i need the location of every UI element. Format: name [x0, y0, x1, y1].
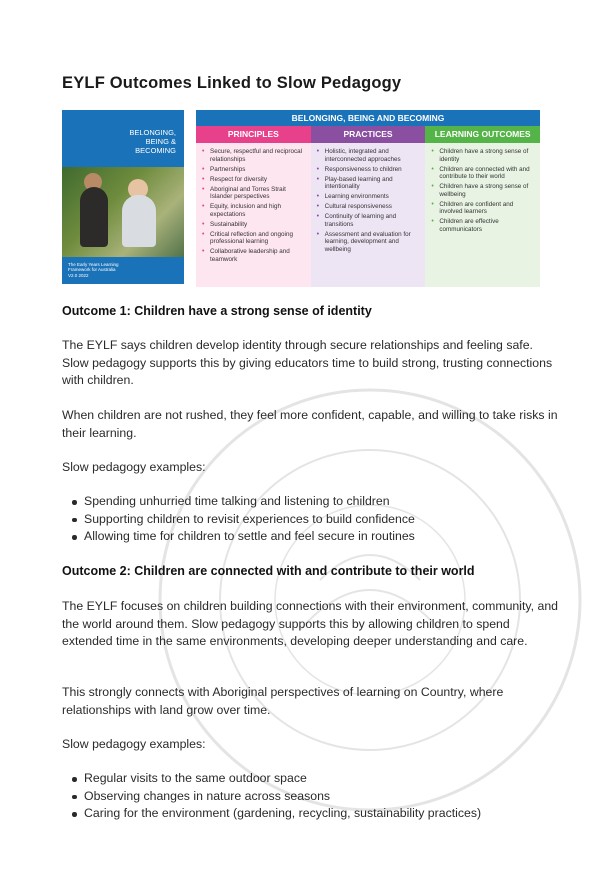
list-item: • Partnerships: [210, 166, 307, 174]
list-item: • Learning environments: [325, 193, 422, 201]
list-item: • Sustainability: [210, 221, 307, 229]
outcome-2-examples: [62, 770, 558, 823]
list-item: • Continuity of learning and transitions: [325, 213, 422, 228]
outcome-2-heading: Outcome 2: Children are connected with and contribute to their world: [62, 564, 475, 578]
cover-photo: [62, 167, 184, 257]
outcome-1-paragraph: When children are not rushed, they feel more confident, capable, and willing to take risks in their learning.: [62, 408, 558, 440]
list-item: • Assessment and evaluation for learning, development and wellbeing: [325, 231, 422, 254]
outcome-1-examples: [62, 493, 558, 546]
list-item: • Responsiveness to children: [325, 166, 422, 174]
list-item: • Play-based learning and intentionality: [325, 176, 422, 191]
list-item: • Children have a strong sense of identity: [439, 148, 536, 163]
list-item: • Critical reflection and ongoing professional learning: [210, 231, 307, 246]
list-item: Spending unhurried time talking and listening to children: [84, 493, 558, 511]
cover-title: BELONGING, BEING & BECOMING: [129, 128, 176, 155]
cover-footer-line: The Early Years Learning: [68, 261, 119, 267]
list-item: • Holistic, integrated and interconnected approaches: [325, 148, 422, 163]
list-item: Observing changes in nature across seasons: [84, 788, 558, 806]
child-figure: [80, 187, 108, 247]
column-heading: PRINCIPLES: [196, 126, 311, 143]
outcome-2-paragraph: The EYLF focuses on children building connections with their environment, community, and the world around them. Slow pedagogy supports this by allowing children to spend extended time in the same environments, developing deeper understanding and care.: [62, 599, 559, 648]
framework-cover: [62, 110, 184, 284]
list-item: • Aboriginal and Torres Strait Islander perspectives: [210, 186, 307, 201]
list-item: Regular visits to the same outdoor space: [84, 770, 558, 788]
outcome-1-paragraph: The EYLF says children develop identity through secure relationships and feeling safe. Slow pedagogy supports this by giving educators time to build strong, trusting connections with children.: [62, 338, 553, 387]
column-heading: LEARNING OUTCOMES: [425, 126, 540, 143]
framework-table: [196, 110, 540, 287]
learning-outcomes-column: [425, 126, 540, 287]
list-item: • Collaborative leadership and teamwork: [210, 248, 307, 263]
cover-footer-line: V2.0 2022: [68, 272, 89, 278]
list-item: • Equity, inclusion and high expectations: [210, 203, 307, 218]
table-header: BELONGING, BEING AND BECOMING: [196, 110, 540, 126]
eylf-figure: [62, 110, 540, 287]
outcome-2-paragraph: This strongly connects with Aboriginal perspectives of learning on Country, where relationships with land grow over time.: [62, 685, 504, 717]
list-item: • Cultural responsiveness: [325, 203, 422, 211]
list-item: Allowing time for children to settle and feel secure in routines: [84, 528, 558, 546]
cover-footer-line: Framework for Australia: [68, 267, 116, 272]
examples-label: Slow pedagogy examples:: [62, 460, 206, 474]
list-item: • Children are effective communicators: [439, 218, 536, 233]
child-figure: [122, 195, 156, 247]
page-title: EYLF Outcomes Linked to Slow Pedagogy: [62, 74, 402, 92]
list-item: • Children are confident and involved learners: [439, 201, 536, 216]
examples-label: Slow pedagogy examples:: [62, 737, 206, 751]
list-item: • Children have a strong sense of wellbeing: [439, 183, 536, 198]
practices-column: [311, 126, 426, 287]
list-item: • Secure, respectful and reciprocal relationships: [210, 148, 307, 163]
list-item: Supporting children to revisit experiences to build confidence: [84, 511, 558, 529]
list-item: • Respect for diversity: [210, 176, 307, 184]
cover-footer: [68, 262, 148, 279]
column-heading: PRACTICES: [311, 126, 426, 143]
principles-column: [196, 126, 311, 287]
list-item: Caring for the environment (gardening, recycling, sustainability practices): [84, 805, 558, 823]
list-item: • Children are connected with and contribute to their world: [439, 166, 536, 181]
outcome-1-heading: Outcome 1: Children have a strong sense of identity: [62, 304, 372, 318]
